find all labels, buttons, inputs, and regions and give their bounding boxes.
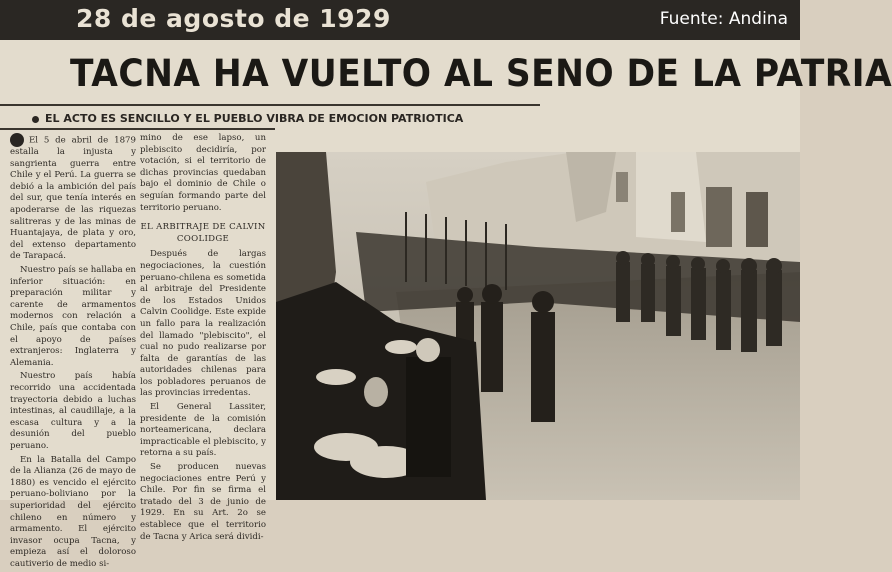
photo-illustration bbox=[276, 152, 800, 500]
bullet-icon bbox=[32, 116, 39, 123]
paragraph: El General Lassiter, presidente de la comisión norteamericana, declara impracticable el plebiscito, y retorna a su país. bbox=[140, 402, 266, 459]
article-column-2 bbox=[140, 133, 266, 545]
subheadline-text: EL ACTO ES SENCILLO Y EL PUEBLO VIBRA DE EMOCION PATRIOTICA bbox=[45, 112, 464, 125]
paragraph: mino de ese lapso, un plebiscito decidiría, por votación, si el territorio de dichas provincias quedaban bajo el dominio de Chile o seguían formando parte del territorio peruano. bbox=[140, 133, 266, 213]
section-heading: EL ARBITRAJE DE CALVIN COOLIDGE bbox=[140, 222, 266, 244]
paragraph: Se producen nuevas negociaciones entre Perú y Chile. Por fin se firma el tratado del 3 de junio de 1929. En su Art. 2o se establece que el territorio de Tacna y Arica será dividi- bbox=[140, 462, 266, 542]
paragraph: En la Batalla del Campo de la Alianza (26 de mayo de 1880) es vencido el ejército peruano-boliviano por la superioridad del ejército chileno en número y armamento. El ejército invasor ocupa Tacna, y empieza así el doloroso cautiverio de medio si- bbox=[10, 454, 136, 569]
subheadline bbox=[32, 112, 463, 125]
publication-date: 28 de agosto de 1929 bbox=[76, 4, 391, 33]
headline-rule-bottom bbox=[0, 128, 275, 130]
paragraph: Nuestro país se hallaba en inferior situación: en preparación militar y carente de armamentos modernos con relación a Chile, país que contaba con el apoyo de países extranjeros: Inglaterra y Alemania. bbox=[10, 265, 137, 368]
paragraph-text: El 5 de abril de 1879 estalla la injusta y sangrienta guerra entre Chile y el Perú. La guerra se debió a la ambición del país del sur, que tenía interés en apoderarse de las riquezas salitreras y de las minas de Huantajaya, de plata y oro, del extenso departamento de Tarapacá. bbox=[10, 135, 136, 262]
date-banner bbox=[0, 0, 800, 40]
paragraph: Nuestro país había recorrido una accidentada trayectoria debido a luchas intestinas, al caudillaje, a la escasa cultura y a la desunión del pueblo peruano. bbox=[10, 371, 136, 451]
paragraph bbox=[10, 133, 136, 263]
article-column-1 bbox=[10, 133, 136, 572]
paragraph: Después de largas negociaciones, la cuestión peruano-chilena es sometida al arbitraje del Presidente de los Estados Unidos Calvin Coolidge. Este expide un fallo para la realización del llamado "plebiscito", el cual no pudo realizarse por falta de garantías de las autoridades chilenas para los pobladores peruanos de las provincias irredentas. bbox=[140, 249, 266, 399]
headline-rule-top bbox=[0, 104, 540, 106]
bullet-icon bbox=[10, 133, 24, 147]
source-credit: Fuente: Andina bbox=[659, 9, 788, 29]
headline: TACNA HA VUELTO AL SENO DE LA PATRIA bbox=[70, 52, 892, 95]
street-procession-photo bbox=[276, 152, 800, 500]
